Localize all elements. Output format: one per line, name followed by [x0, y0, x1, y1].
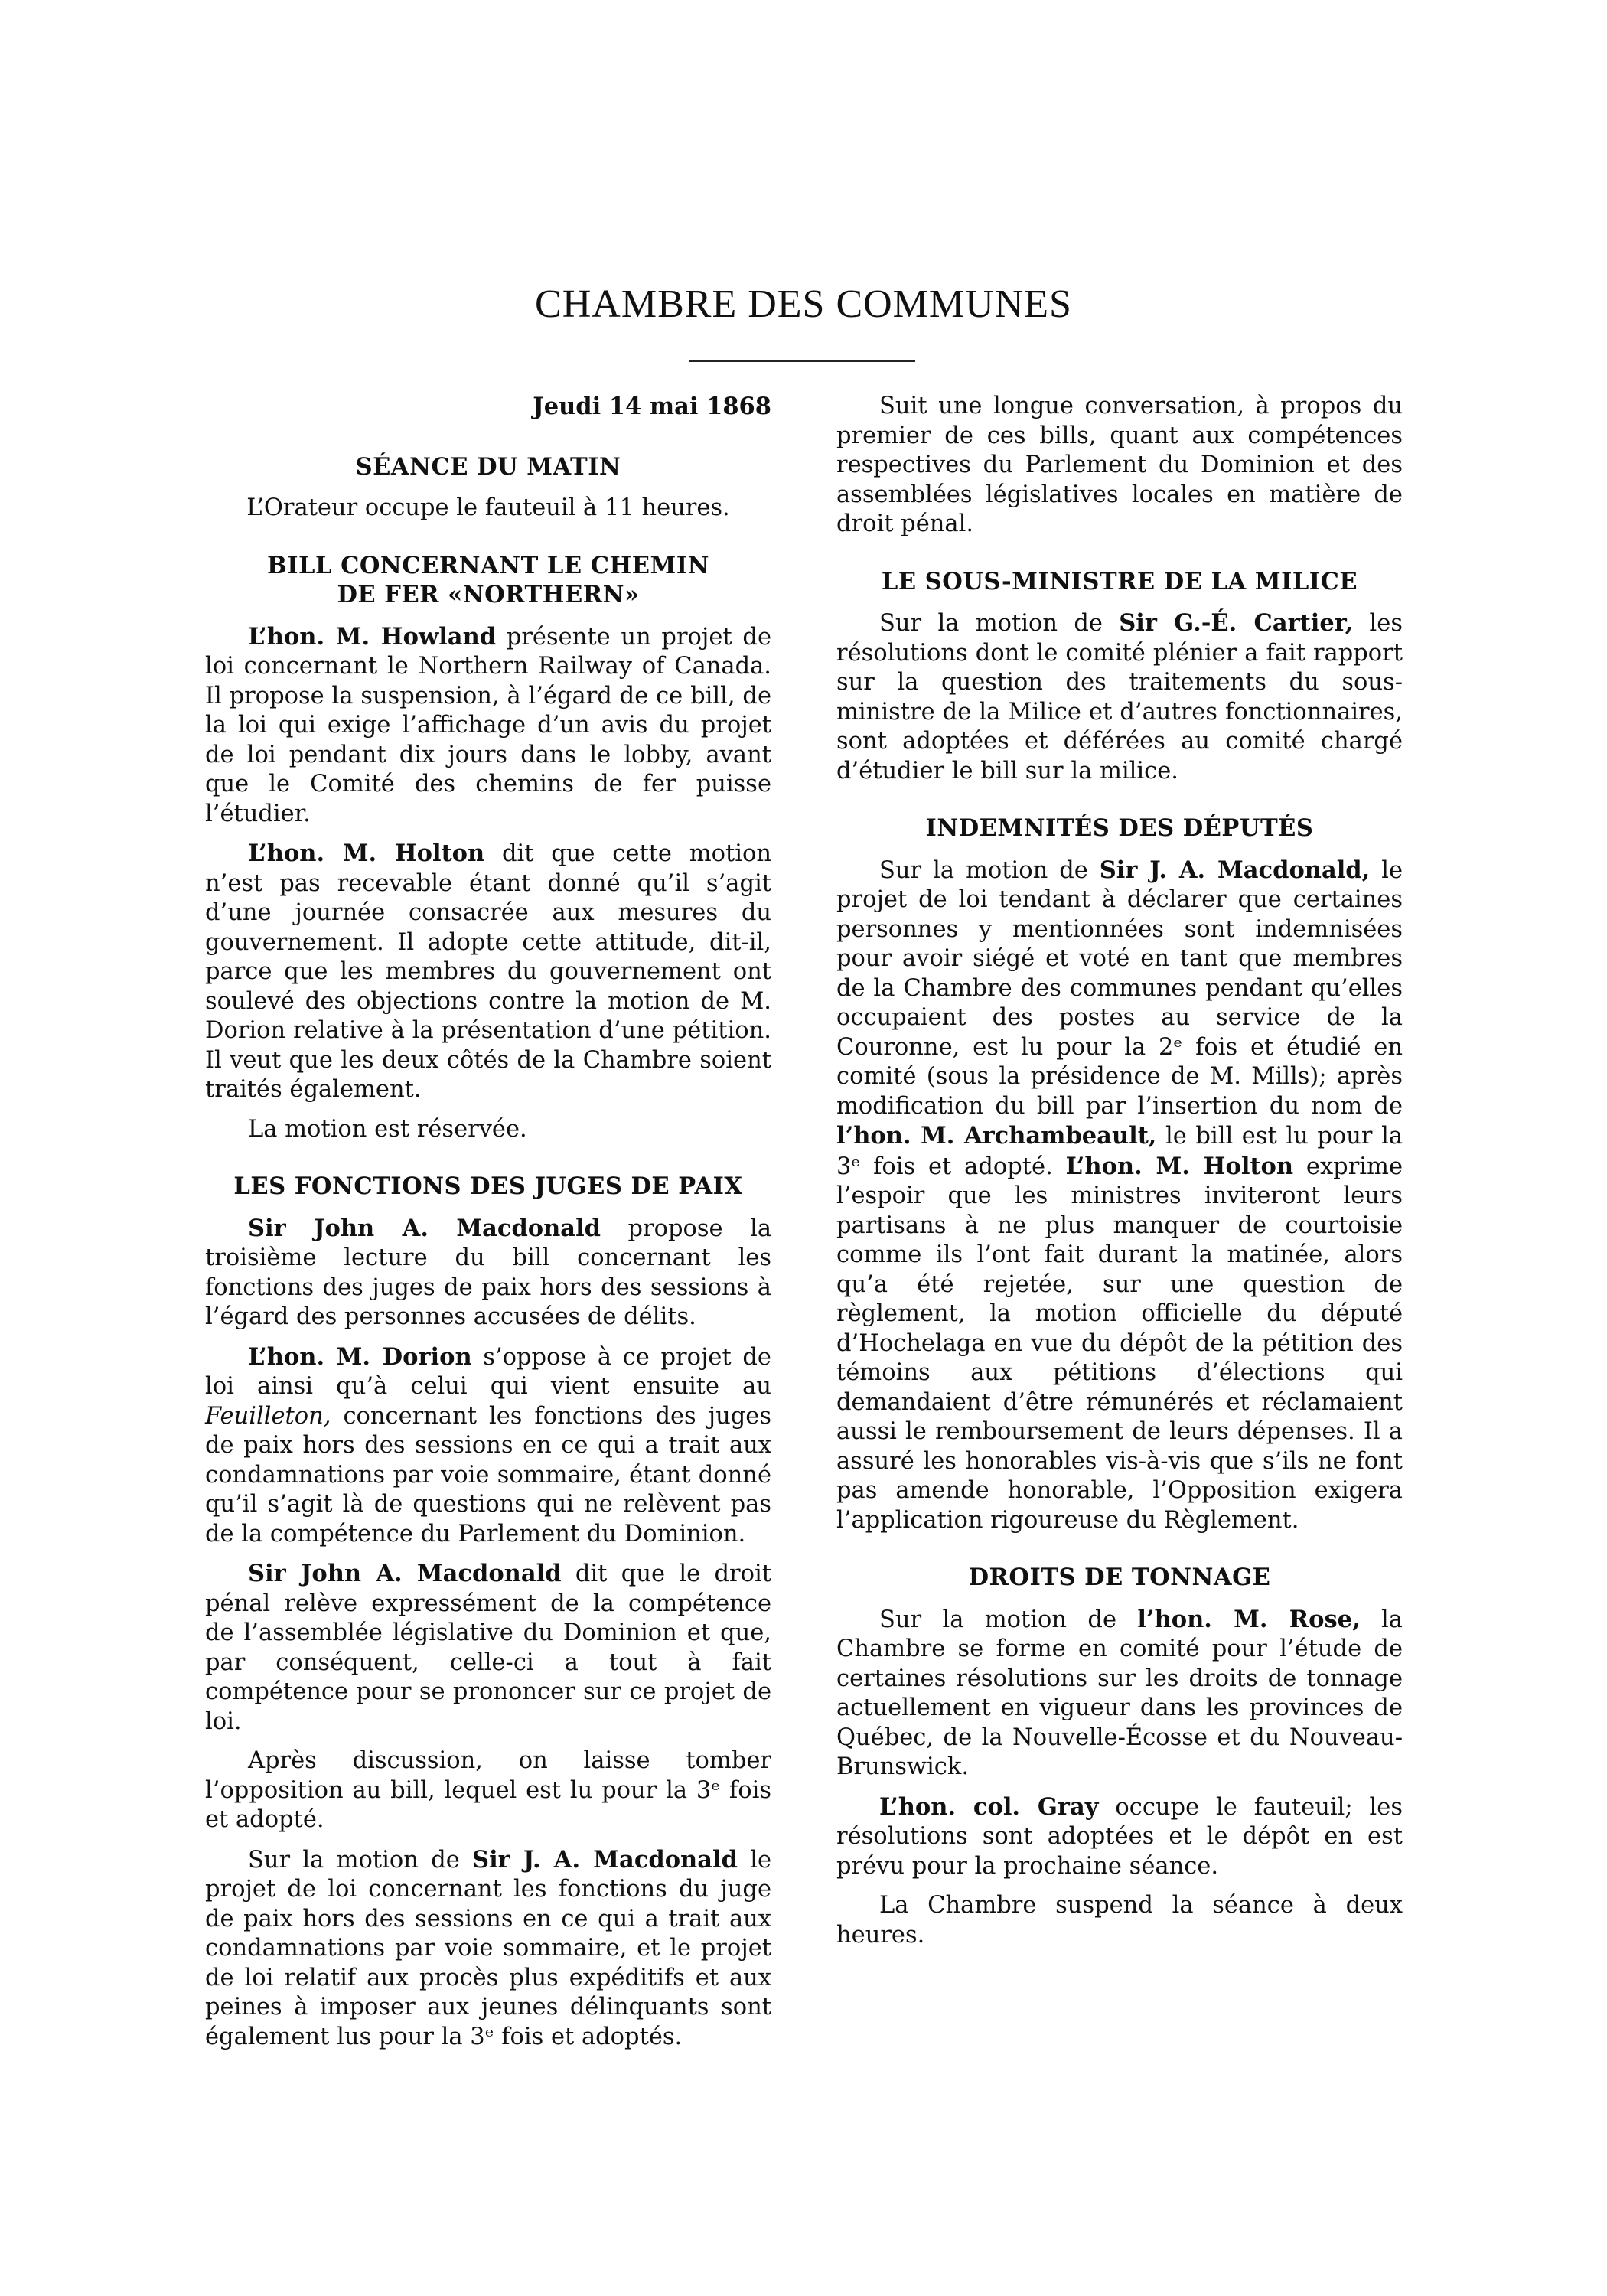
heading-line: DE FER «NORTHERN»: [337, 581, 640, 608]
section-heading-milice: LE SOUS-MINISTRE DE LA MILICE: [881, 567, 1358, 595]
section-heading-seance: SÉANCE DU MATIN: [355, 452, 621, 481]
section-heading-tonnage: DROITS DE TONNAGE: [968, 1564, 1271, 1591]
paragraph: [205, 1214, 771, 1332]
paragraph: [205, 622, 771, 830]
paragraph: [836, 1792, 1403, 1882]
heading-line: BILL CONCERNANT LE CHEMIN: [267, 551, 709, 579]
paragraph-text: occupe le fauteuil; les résolutions sont adoptées et le dépôt en est prévu pour la prochaine séance.: [836, 1793, 1403, 1880]
paragraph: [205, 839, 771, 1105]
paragraph-text: la Chambre se forme en comité pour l’étude de certaines résolutions sur les droits de tonnage actuellement en vigueur dans les provinces de Québec, de la Nouvelle-Écosse et du Nouveau-Brunswick.: [836, 1606, 1403, 1780]
speaker-name: Sir J. A. Macdonald: [472, 1845, 738, 1874]
speaker-name: Sir G.-É. Cartier,: [1119, 609, 1354, 637]
paragraph: L’Orateur occupe le fauteuil à 11 heures.: [246, 494, 730, 521]
paragraph-text: dit que le droit pénal relève expressément de la compétence de l’assemblée législative du Dominion et que, par conséquent, celle-ci a tout à fait compétence pour se prononcer sur ce projet de loi.: [205, 1561, 771, 1735]
paragraph: La Chambre suspend la séance à deux heures.: [836, 1892, 1403, 1949]
paragraph-text: exprime l’espoir que les ministres inviteront leurs partisans à ne plus manquer de courtoisie comme ils l’ont fait durant la matinée, alors qu’a été rejetée, sur une question de règlement, la motion officielle du député d’Hochelaga en vue du dépôt de la pétition des témoins aux pétitions d’élections qui demandaient d’être rémunérés et réclamaient aussi le remboursement de leurs dépenses. Il a assuré les honorables vis-à-vis que s’ils ne font pas amende honorable, l’Opposition exigera l’application rigoureuse du Règlement.: [836, 1153, 1403, 1534]
speaker-name: L’hon. M. Holton: [248, 840, 485, 867]
paragraph: [836, 1605, 1403, 1782]
paragraph-text: Sur la motion de: [248, 1846, 473, 1874]
paragraph: [205, 1559, 771, 1737]
paragraph-text: le projet de loi concernant les fonctions du juge de paix hors des sessions en ce qui a trait aux condamnations par voie sommaire, et le projet de loi relatif aux procès plus expéditifs et aux peines à imposer aux jeunes délinquants sont également lus pour la 3ᵉ fois et adoptés.: [205, 1846, 772, 2050]
speaker-name: L’hon. M. Holton: [1065, 1152, 1294, 1180]
paragraph-text: présente un projet de loi concernant le Northern Railway of Canada. Il propose la suspension, à l’égard de ce bill, de la loi qui exige l’affichage d’un avis du projet de loi pendant dix jours dans le lobby, avant que le Comité des chemins de fer puisse l’étudier.: [205, 623, 771, 827]
paragraph-text: Sur la motion de: [879, 610, 1120, 637]
paragraph-text: le bill est lu pour la 3ᵉ fois et adopté.: [836, 1123, 1403, 1180]
paragraph: La motion est réservée.: [248, 1115, 527, 1143]
paragraph-text: Sur la motion de: [879, 1606, 1138, 1633]
paragraph: [836, 856, 1403, 1536]
paragraph: Après discussion, on laisse tomber l’opposition au bill, lequel est lu pour la 3ᵉ fois et adopté.: [205, 1747, 771, 1833]
paragraph-text: propose la troisième lecture du bill concernant les fonctions des juges de paix hors des sessions à l’égard des personnes accusées de délits.: [205, 1215, 772, 1330]
right-column: [836, 392, 1403, 1960]
speaker-name: l’hon. M. Rose,: [1137, 1605, 1361, 1633]
speaker-name: L’hon. M. Howland: [248, 622, 497, 651]
paragraph-text: le projet de loi tendant à déclarer que certaines personnes y mentionnées sont indemnisées pour avoir siégé et voté en tant que membres de la Chambre des communes pendant qu’elles occupaient des postes au service de la Couronne, est lu pour la 2ᵉ fois et étudié en comité (sous la présidence de M. Mills); après modification du bill par l’insertion du nom de: [836, 856, 1403, 1120]
speaker-name: Sir John A. Macdonald: [248, 1560, 562, 1587]
title-rule: [689, 360, 915, 362]
paragraph: [205, 1342, 771, 1550]
section-heading-northern: [205, 551, 771, 610]
sitting-date: Jeudi 14 mai 1868: [533, 393, 771, 420]
paragraph-text: Sur la motion de: [879, 856, 1100, 884]
paragraph-text: les résolutions dont le comité plénier a fait rapport sur la question des traitements du sous-ministre de la Milice et d’autres fonctionnaires, sont adoptées et déférées au comité chargé d’étudier le bill sur la milice.: [836, 610, 1403, 784]
speaker-name: Sir J. A. Macdonald,: [1099, 856, 1371, 884]
page-title: CHAMBRE DES COMMUNES: [535, 282, 1072, 326]
section-heading-juges: LES FONCTIONS DES JUGES DE PAIX: [233, 1172, 743, 1200]
paragraph: [836, 608, 1403, 786]
paragraph-text: dit que cette motion n’est pas recevable étant donné qu’il s’agit d’une journée consacrée aux mesures du gouvernement. Il adopte cette attitude, dit-il, parce que les membres du gouvernement ont soulevé des objections contre la motion de M. Dorion relative à la présentation d’une pétition. Il veut que les deux côtés de la Chambre soient traités également.: [205, 840, 771, 1103]
speaker-name: L’hon. col. Gray: [879, 1792, 1099, 1821]
section-heading-indemnites: INDEMNITÉS DES DÉPUTÉS: [925, 814, 1314, 842]
italic-term: Feuilleton,: [205, 1402, 331, 1430]
paragraph-text: s’oppose à ce projet de loi ainsi qu’à celui qui vient ensuite au: [205, 1343, 771, 1400]
speaker-name: l’hon. M. Archambeault,: [836, 1122, 1157, 1150]
paragraph-text: concernant les fonctions des juges de paix hors des sessions en ce qui a trait aux condamnations par voie sommaire, étant donné qu’il s’agit là de questions qui ne relèvent pas de la compétence du Parlement du Dominion.: [205, 1402, 771, 1548]
left-column: [205, 392, 771, 2062]
paragraph: [205, 1845, 771, 2053]
paragraph: Suit une longue conversation, à propos du premier de ces bills, quant aux compétences respectives du Parlement du Dominion et des assemblées législatives locales en matière de droit pénal.: [836, 393, 1403, 537]
speaker-name: L’hon. M. Dorion: [248, 1342, 472, 1371]
speaker-name: Sir John A. Macdonald: [248, 1214, 601, 1242]
